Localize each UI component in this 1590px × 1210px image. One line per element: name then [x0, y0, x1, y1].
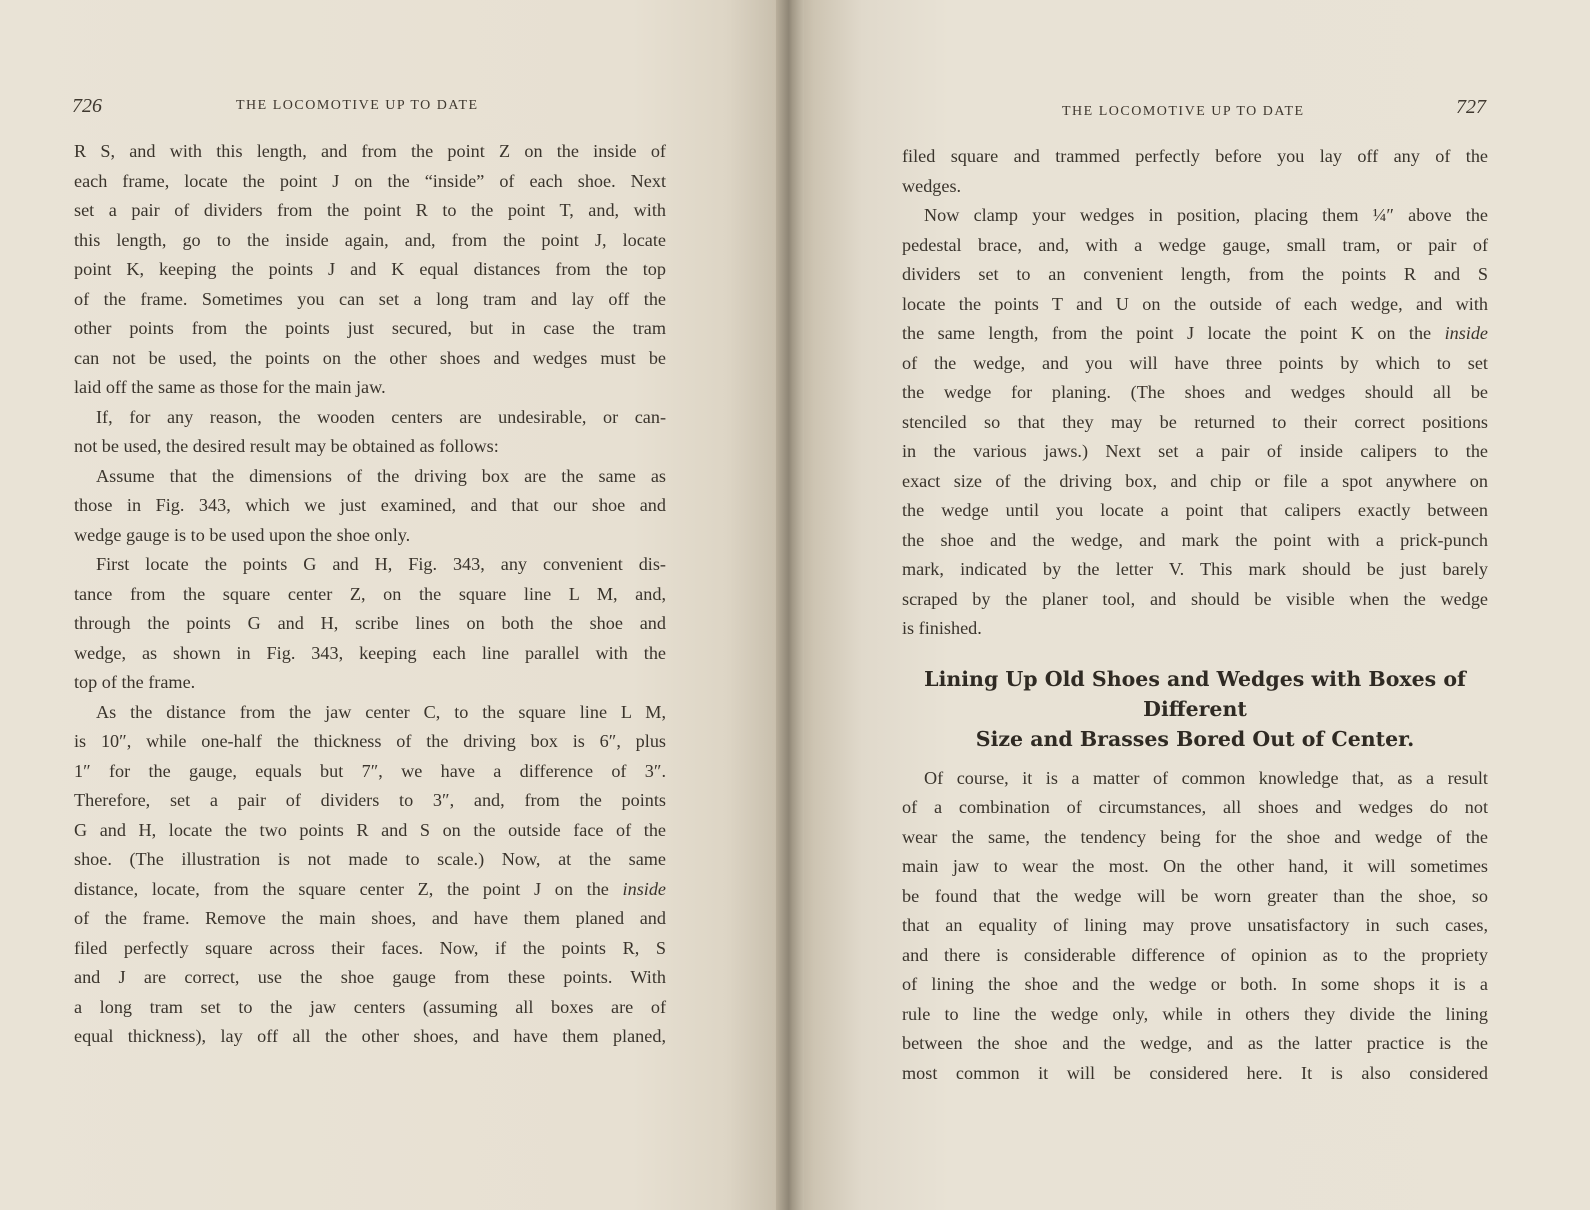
text-line: that an equality of lining may prove unsatisfactory in such cases, [902, 915, 1488, 935]
right-page [790, 0, 1590, 1210]
text-line: wedge gauge is to be used upon the shoe only. [74, 524, 411, 545]
page-number: 727 [1456, 96, 1486, 118]
text-line: Of course, it is a matter of common knowledge that, as a result [924, 767, 1488, 788]
text-line: of the frame. Remove the main shoes, and have them planed and [74, 908, 666, 928]
text-line: main jaw to wear the most. On the other hand, it will sometimes [902, 856, 1488, 876]
text-line: equal thickness), lay off all the other shoes, and have them planed, [74, 1026, 666, 1046]
body-text [902, 142, 1488, 1088]
section-heading [902, 664, 1488, 754]
text-line: exact size of the driving box, and chip or file a spot anywhere on [902, 470, 1488, 491]
text-line: is finished. [902, 618, 982, 638]
text-line: of lining the shoe and the wedge or both. In some shops it is a [902, 974, 1488, 994]
text-line: If, for any reason, the wooden centers are undesirable, or can- [96, 406, 666, 427]
text-line: filed square and trammed perfectly before you lay off any of the [902, 146, 1488, 166]
text-line: laid off the same as those for the main jaw. [74, 377, 386, 397]
text-line: the wedge until you locate a point that calipers exactly between [902, 500, 1488, 520]
book-gutter [776, 0, 804, 1210]
text-line: top of the frame. [74, 672, 196, 692]
text-line: can not be used, the points on the other shoes and wedges must be [74, 347, 666, 368]
text-line: locate the points T and U on the outside of each wedge, and with [902, 293, 1488, 314]
italic-word: inside [1444, 323, 1489, 343]
text-line: and there is considerable difference of opinion as to the propriety [902, 944, 1488, 965]
running-head: THE LOCOMOTIVE UP TO DATE [1062, 104, 1305, 119]
text-line: Assume that the dimensions of the driving box are the same as [96, 465, 666, 486]
running-head: THE LOCOMOTIVE UP TO DATE [236, 98, 479, 113]
italic-word: inside [622, 878, 666, 899]
text-line: wear the same, the tendency being for the shoe and wedge of the [902, 826, 1488, 847]
text-line: distance, locate, from the square center Z, the point J on the [74, 878, 609, 899]
text-line: scraped by the planer tool, and should be visible when the wedge [902, 588, 1488, 609]
text-line: not be used, the desired result may be obtained as follows: [74, 436, 499, 456]
text-line: of a combination of circumstances, all shoes and wedges do not [902, 797, 1488, 817]
text-line: shoe. (The illustration is not made to scale.) Now, at the same [74, 849, 666, 869]
text-line: filed perfectly square across their faces. Now, if the points R, S [74, 937, 666, 958]
text-line: wedges. [902, 175, 962, 196]
text-line: each frame, locate the point J on the “inside” of each shoe. Next [74, 170, 666, 191]
body-text [74, 137, 666, 1052]
text-line: the same length, from the point J locate the point K on the [902, 323, 1432, 343]
text-line: a long tram set to the jaw centers (assuming all boxes are of [74, 996, 666, 1017]
text-line: this length, go to the inside again, and, from the point J, locate [74, 229, 666, 250]
text-line: of the wedge, and you will have three points by which to set [902, 352, 1488, 373]
text-line: As the distance from the jaw center C, to the square line L M, [96, 701, 666, 722]
text-line: set a pair of dividers from the point R to the point T, and, with [74, 200, 666, 220]
text-line: of the frame. Sometimes you can set a long tram and lay off the [74, 288, 666, 309]
text-line: and J are correct, use the shoe gauge from these points. With [74, 967, 666, 987]
text-line: stenciled so that they may be returned to their correct positions [902, 411, 1488, 432]
text-line: the shoe and the wedge, and mark the point with a prick-punch [902, 529, 1488, 550]
text-line: be found that the wedge will be worn greater than the shoe, so [902, 885, 1488, 906]
left-page [0, 0, 790, 1210]
text-line: through the points G and H, scribe lines on both the shoe and [74, 613, 666, 633]
text-line: other points from the points just secured, but in case the tram [74, 318, 666, 338]
page-number: 726 [72, 95, 102, 117]
text-line: in the various jaws.) Next set a pair of inside calipers to the [902, 441, 1488, 461]
text-line: Now clamp your wedges in position, placing them ¼″ above the [924, 205, 1488, 225]
text-line: most common it will be considered here. It is also considered [902, 1062, 1488, 1083]
text-line: R S, and with this length, and from the point Z on the inside of [74, 141, 666, 161]
section-heading-line: Size and Brasses Bored Out of Center. [975, 726, 1415, 751]
text-line: Therefore, set a pair of dividers to 3″, and, from the points [74, 790, 666, 810]
text-line: First locate the points G and H, Fig. 343, any convenient dis- [96, 554, 666, 574]
text-line: between the shoe and the wedge, and as the latter practice is the [902, 1033, 1488, 1053]
text-line: rule to line the wedge only, while in others they divide the lining [902, 1003, 1488, 1024]
text-line: 1″ for the gauge, equals but 7″, we have a difference of 3″. [74, 760, 666, 781]
section-heading-line: Lining Up Old Shoes and Wedges with Boxes of Different [924, 666, 1466, 721]
text-line: mark, indicated by the letter V. This mark should be just barely [902, 559, 1488, 579]
text-line: G and H, locate the two points R and S on the outside face of the [74, 819, 666, 840]
text-line: the wedge for planing. (The shoes and wedges should all be [902, 382, 1488, 402]
text-line: point K, keeping the points J and K equal distances from the top [74, 259, 666, 279]
text-line: those in Fig. 343, which we just examined, and that our shoe and [74, 495, 666, 515]
text-line: tance from the square center Z, on the square line L M, and, [74, 583, 666, 604]
text-line: wedge, as shown in Fig. 343, keeping each line parallel with the [74, 642, 666, 663]
text-line: pedestal brace, and, with a wedge gauge, small tram, or pair of [902, 234, 1488, 255]
text-line-with-italic [74, 875, 666, 905]
text-line: is 10″, while one-half the thickness of the driving box is 6″, plus [74, 731, 666, 751]
text-line: dividers set to an convenient length, from the points R and S [902, 264, 1488, 284]
text-line-with-italic [902, 319, 1488, 349]
